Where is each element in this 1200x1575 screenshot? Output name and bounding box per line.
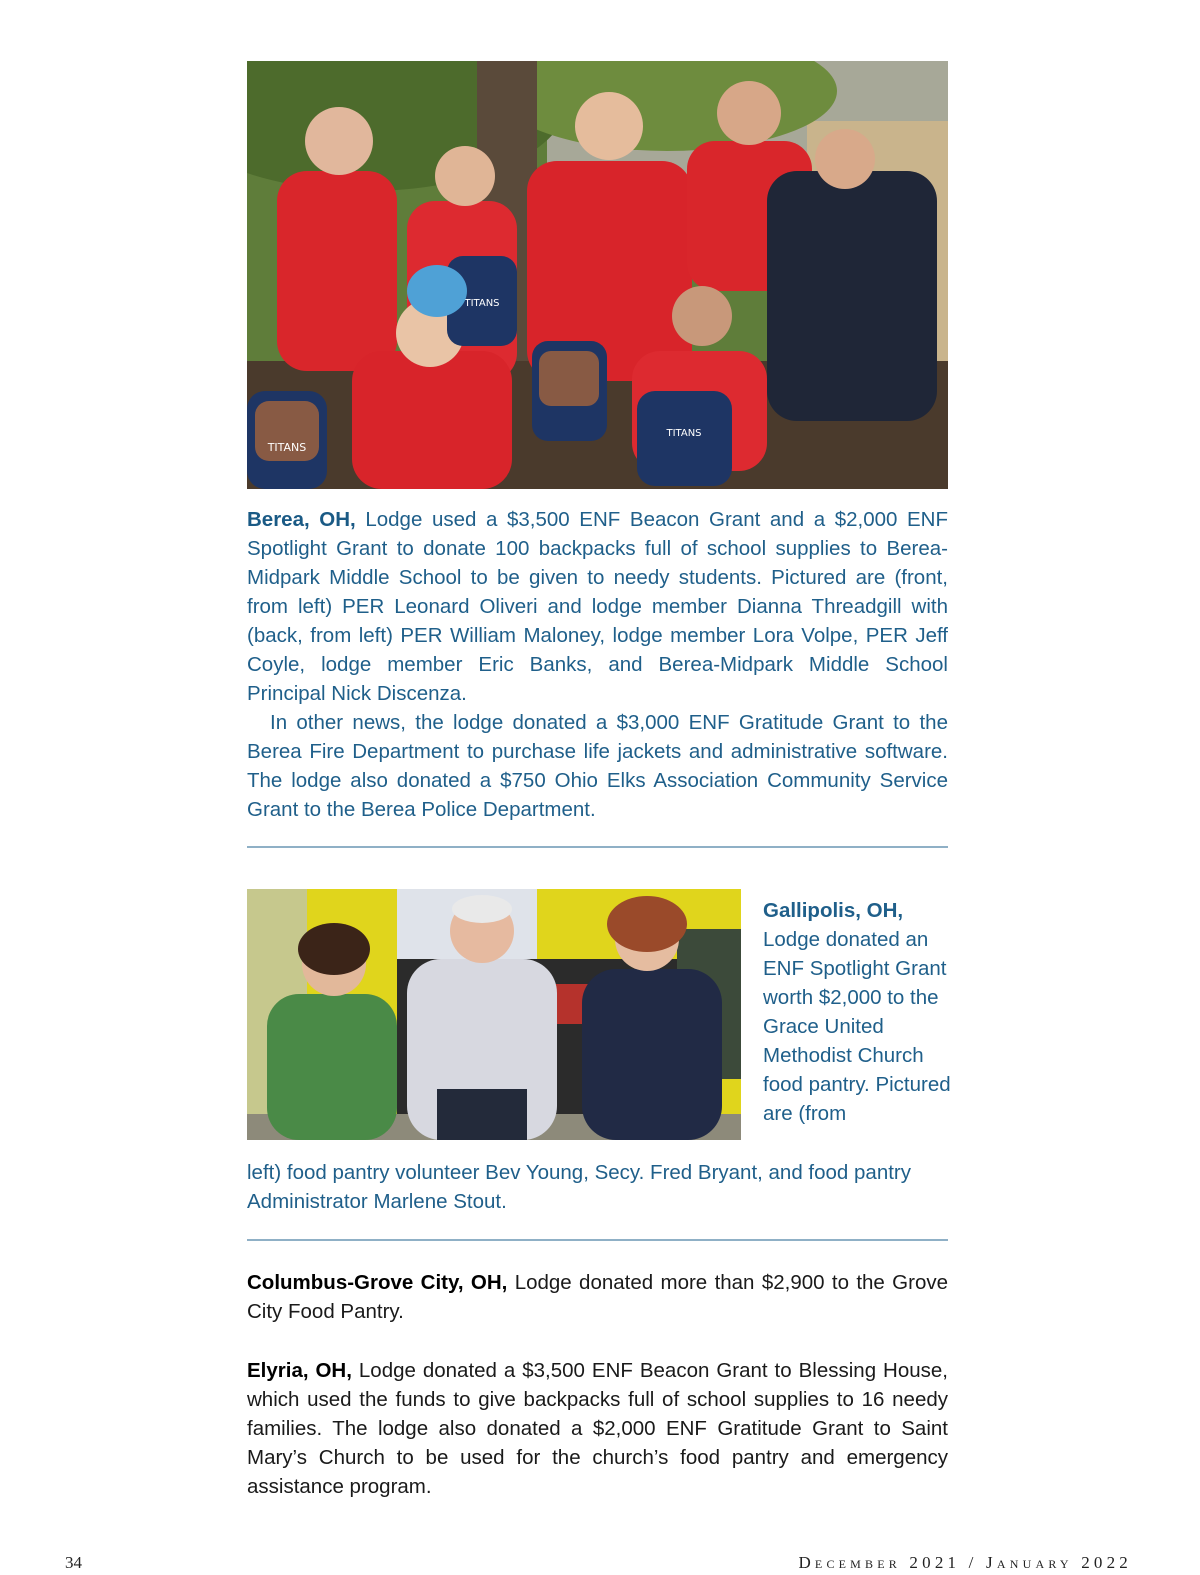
- story-columbus-body: Lodge donated more than $2,900 to the Grove City Food Pantry.: [247, 1271, 948, 1323]
- section-divider: [247, 846, 948, 848]
- page-number: 34: [65, 1553, 82, 1572]
- story-columbus-lead: Columbus-Grove City, OH,: [247, 1271, 508, 1294]
- story-berea-paragraph-2: In other news, the lodge donated a $3,000 ENF Gratitude Grant to the Berea Fire Department to purchase life jackets and administrative software. The lodge also donated a $750 Ohio Elks Association Community Service Grant to the Berea Police Department.: [247, 711, 948, 821]
- story-berea: [247, 505, 948, 824]
- issue-date: December 2021 / January 2022: [798, 1553, 1132, 1572]
- story-gallipolis-side: [763, 896, 953, 1128]
- story-elyria-body: Lodge donated a $3,500 ENF Beacon Grant to Blessing House, which used the funds to give backpacks full of school supplies to 16 needy families. The lodge also donated a $2,000 ENF Gratitude Grant to Saint Mary’s Church to be used for the church’s food pantry and emergency assistance program.: [247, 1359, 948, 1498]
- story-berea-body: Lodge used a $3,500 ENF Beacon Grant and a $2,000 ENF Spotlight Grant to donate 100 backpacks full of school supplies to Berea-Midpark Middle School to be given to needy students. Pictured are (front, from left) PER Leonard Oliveri and lodge member Dianna Threadgill with (back, from left) PER William Maloney, lodge member Lora Volpe, PER Jeff Coyle, lodge member Eric Banks, and Berea-Midpark Middle School Principal Nick Discenza.: [247, 508, 948, 705]
- story-berea-paragraph-1: [247, 505, 948, 708]
- story-berea-lead: Berea, OH,: [247, 508, 356, 531]
- story-gallipolis-lead: Gallipolis, OH,: [763, 899, 904, 922]
- story-gallipolis-below: left) food pantry volunteer Bev Young, Secy. Fred Bryant, and food pantry Administrator Marlene Stout.: [247, 1161, 911, 1213]
- backpack-label: TITANS: [666, 428, 702, 439]
- backpack-label: TITANS: [267, 441, 307, 454]
- section-divider: [247, 1239, 948, 1241]
- story-elyria: [247, 1356, 948, 1501]
- story-columbus-grove-city: [247, 1268, 948, 1326]
- story-gallipolis-side-body: Lodge donated an ENF Spotlight Grant worth $2,000 to the Grace United Methodist Church food pantry. Pictured are (from: [763, 928, 951, 1125]
- gallipolis-group-photo: [247, 889, 741, 1140]
- backpack-label: TITANS: [464, 298, 500, 309]
- story-elyria-lead: Elyria, OH,: [247, 1359, 352, 1382]
- berea-group-photo: [247, 61, 948, 489]
